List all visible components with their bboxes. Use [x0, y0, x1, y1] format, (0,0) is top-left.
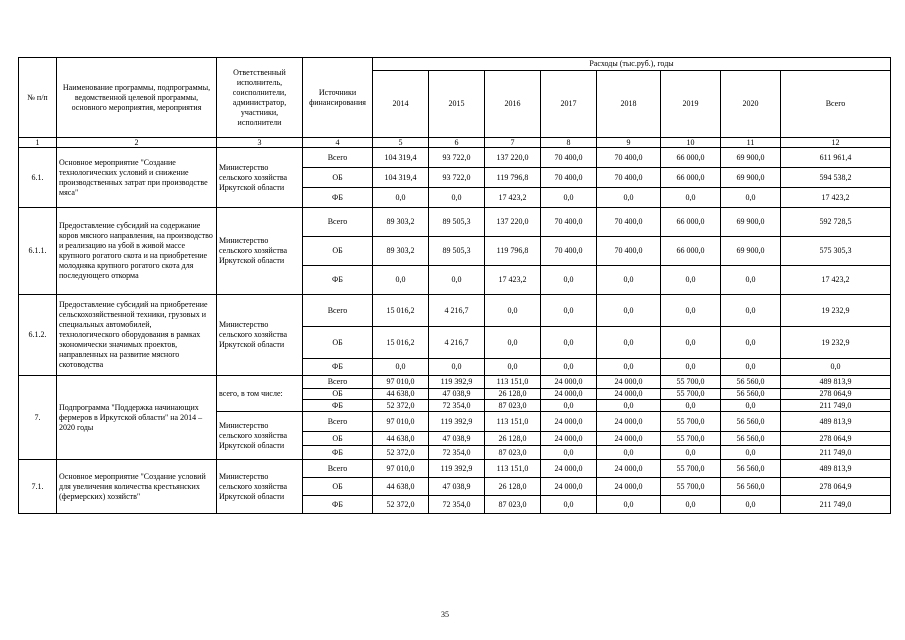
header-year: 2017	[541, 71, 597, 138]
amount-cell: 0,0	[721, 295, 781, 327]
amount-cell: 24 000,0	[541, 389, 597, 400]
amount-cell: 0,0	[373, 266, 429, 295]
amount-cell: 56 560,0	[721, 376, 781, 389]
page-number: 35	[441, 610, 449, 619]
total-cell: 17 423,2	[781, 266, 891, 295]
amount-cell: 0,0	[429, 359, 485, 376]
amount-cell: 24 000,0	[597, 478, 661, 496]
amount-cell: 0,0	[661, 446, 721, 460]
amount-cell: 17 423,2	[485, 188, 541, 208]
amount-cell: 89 303,2	[373, 237, 429, 266]
amount-cell: 24 000,0	[541, 412, 597, 432]
amount-cell: 24 000,0	[541, 432, 597, 446]
amount-cell: 0,0	[541, 295, 597, 327]
funding-source: Всего	[303, 460, 373, 478]
header-expenses: Расходы (тыс.руб.), годы	[373, 58, 891, 71]
amount-cell: 113 151,0	[485, 376, 541, 389]
amount-cell: 0,0	[721, 327, 781, 359]
header-year: 2016	[485, 71, 541, 138]
column-index: 2	[57, 138, 217, 148]
amount-cell: 93 722,0	[429, 148, 485, 168]
measure-name: Подпрограмма "Поддержка начинающих фермеров в Иркутской области" на 2014 – 2020 годы	[57, 376, 217, 460]
amount-cell: 52 372,0	[373, 400, 429, 412]
total-cell: 489 813,9	[781, 412, 891, 432]
funding-source: ОБ	[303, 389, 373, 400]
amount-cell: 24 000,0	[541, 376, 597, 389]
amount-cell: 24 000,0	[541, 478, 597, 496]
amount-cell: 15 016,2	[373, 327, 429, 359]
amount-cell: 0,0	[661, 188, 721, 208]
amount-cell: 44 638,0	[373, 432, 429, 446]
header-year: 2015	[429, 71, 485, 138]
amount-cell: 0,0	[721, 266, 781, 295]
row-number: 6.1.1.	[19, 208, 57, 295]
column-index: 10	[661, 138, 721, 148]
header-total: Всего	[781, 71, 891, 138]
amount-cell: 0,0	[541, 188, 597, 208]
amount-cell: 0,0	[541, 496, 597, 514]
executor: Министерство сельского хозяйства Иркутской области	[217, 412, 303, 460]
funding-source: ОБ	[303, 432, 373, 446]
amount-cell: 52 372,0	[373, 446, 429, 460]
amount-cell: 70 400,0	[597, 208, 661, 237]
financing-table	[18, 57, 891, 514]
amount-cell: 55 700,0	[661, 389, 721, 400]
funding-source: Всего	[303, 376, 373, 389]
amount-cell: 70 400,0	[541, 148, 597, 168]
table-row	[19, 460, 891, 478]
amount-cell: 69 900,0	[721, 148, 781, 168]
funding-source: Всего	[303, 295, 373, 327]
column-index: 9	[597, 138, 661, 148]
table-row	[19, 295, 891, 327]
total-cell: 19 232,9	[781, 327, 891, 359]
amount-cell: 72 354,0	[429, 400, 485, 412]
executor: Министерство сельского хозяйства Иркутской области	[217, 148, 303, 208]
amount-cell: 0,0	[661, 359, 721, 376]
amount-cell: 89 505,3	[429, 208, 485, 237]
amount-cell: 0,0	[721, 446, 781, 460]
amount-cell: 0,0	[597, 359, 661, 376]
amount-cell: 0,0	[485, 327, 541, 359]
column-index: 7	[485, 138, 541, 148]
amount-cell: 87 023,0	[485, 400, 541, 412]
amount-cell: 24 000,0	[597, 389, 661, 400]
total-cell: 592 728,5	[781, 208, 891, 237]
amount-cell: 0,0	[661, 327, 721, 359]
total-cell: 489 813,9	[781, 460, 891, 478]
amount-cell: 66 000,0	[661, 168, 721, 188]
amount-cell: 66 000,0	[661, 208, 721, 237]
amount-cell: 0,0	[541, 327, 597, 359]
executor: Министерство сельского хозяйства Иркутской области	[217, 295, 303, 376]
amount-cell: 26 128,0	[485, 389, 541, 400]
amount-cell: 26 128,0	[485, 432, 541, 446]
amount-cell: 69 900,0	[721, 208, 781, 237]
amount-cell: 113 151,0	[485, 460, 541, 478]
amount-cell: 119 796,8	[485, 237, 541, 266]
header-executor: Ответственный исполнитель, соисполнители, администратор, участники, исполнители	[217, 58, 303, 138]
amount-cell: 87 023,0	[485, 496, 541, 514]
amount-cell: 0,0	[541, 446, 597, 460]
amount-cell: 0,0	[721, 400, 781, 412]
header-year: 2019	[661, 71, 721, 138]
measure-name: Предоставление субсидий на приобретение сельскохозяйственной техники, грузовых и специальных автомобилей, технологического оборудования в рамках экономически значимых проектов, направленных на развитие мясного скотоводства	[57, 295, 217, 376]
amount-cell: 0,0	[721, 188, 781, 208]
table-row	[19, 148, 891, 168]
amount-cell: 0,0	[661, 295, 721, 327]
amount-cell: 55 700,0	[661, 412, 721, 432]
amount-cell: 56 560,0	[721, 478, 781, 496]
total-cell: 594 538,2	[781, 168, 891, 188]
amount-cell: 24 000,0	[597, 376, 661, 389]
amount-cell: 4 216,7	[429, 327, 485, 359]
funding-source: ФБ	[303, 446, 373, 460]
funding-source: ОБ	[303, 327, 373, 359]
funding-source: Всего	[303, 412, 373, 432]
executor: всего, в том числе:	[217, 376, 303, 412]
amount-cell: 0,0	[597, 496, 661, 514]
measure-name: Предоставление субсидий на содержание коров мясного направления, на производство и реализацию на убой в живой массе крупного рогатого скота и на приобретение молодняка крупного рогатого скота для последующего откорма	[57, 208, 217, 295]
amount-cell: 0,0	[541, 359, 597, 376]
measure-name: Основное мероприятие "Создание условий для увеличения количества крестьянских (фермерских) хозяйств"	[57, 460, 217, 514]
amount-cell: 93 722,0	[429, 168, 485, 188]
amount-cell: 97 010,0	[373, 460, 429, 478]
amount-cell: 0,0	[541, 400, 597, 412]
total-cell: 575 305,3	[781, 237, 891, 266]
column-index: 6	[429, 138, 485, 148]
amount-cell: 55 700,0	[661, 432, 721, 446]
amount-cell: 0,0	[597, 327, 661, 359]
header-name: Наименование программы, подпрограммы, ведомственной целевой программы, основного мероприятия, мероприятия	[57, 58, 217, 138]
amount-cell: 24 000,0	[597, 432, 661, 446]
amount-cell: 119 392,9	[429, 376, 485, 389]
amount-cell: 56 560,0	[721, 412, 781, 432]
header-year: 2020	[721, 71, 781, 138]
row-number: 6.1.2.	[19, 295, 57, 376]
measure-name: Основное мероприятие "Создание технологических условий и снижение производственных затрат при производстве мяса"	[57, 148, 217, 208]
header-num: № п/п	[19, 58, 57, 138]
header-source: Источники финансирования	[303, 58, 373, 138]
amount-cell: 24 000,0	[597, 412, 661, 432]
funding-source: ОБ	[303, 478, 373, 496]
amount-cell: 47 038,9	[429, 432, 485, 446]
table-row	[19, 376, 891, 389]
amount-cell: 104 319,4	[373, 148, 429, 168]
amount-cell: 104 319,4	[373, 168, 429, 188]
amount-cell: 24 000,0	[597, 460, 661, 478]
amount-cell: 56 560,0	[721, 460, 781, 478]
amount-cell: 44 638,0	[373, 389, 429, 400]
column-index: 11	[721, 138, 781, 148]
amount-cell: 119 796,8	[485, 168, 541, 188]
amount-cell: 66 000,0	[661, 148, 721, 168]
amount-cell: 72 354,0	[429, 446, 485, 460]
amount-cell: 4 216,7	[429, 295, 485, 327]
amount-cell: 0,0	[597, 400, 661, 412]
total-cell: 211 749,0	[781, 400, 891, 412]
amount-cell: 0,0	[429, 188, 485, 208]
amount-cell: 119 392,9	[429, 460, 485, 478]
amount-cell: 26 128,0	[485, 478, 541, 496]
total-cell: 611 961,4	[781, 148, 891, 168]
funding-source: Всего	[303, 148, 373, 168]
executor: Министерство сельского хозяйства Иркутской области	[217, 208, 303, 295]
column-index: 5	[373, 138, 429, 148]
total-cell: 278 064,9	[781, 389, 891, 400]
row-number: 6.1.	[19, 148, 57, 208]
amount-cell: 70 400,0	[597, 168, 661, 188]
funding-source: ФБ	[303, 359, 373, 376]
amount-cell: 89 505,3	[429, 237, 485, 266]
amount-cell: 15 016,2	[373, 295, 429, 327]
amount-cell: 0,0	[721, 496, 781, 514]
amount-cell: 0,0	[485, 359, 541, 376]
amount-cell: 87 023,0	[485, 446, 541, 460]
amount-cell: 0,0	[429, 266, 485, 295]
amount-cell: 70 400,0	[541, 208, 597, 237]
funding-source: ФБ	[303, 188, 373, 208]
amount-cell: 137 220,0	[485, 208, 541, 237]
header-year: 2014	[373, 71, 429, 138]
amount-cell: 70 400,0	[541, 168, 597, 188]
table-row	[19, 208, 891, 237]
amount-cell: 137 220,0	[485, 148, 541, 168]
amount-cell: 0,0	[485, 295, 541, 327]
header-year: 2018	[597, 71, 661, 138]
amount-cell: 17 423,2	[485, 266, 541, 295]
total-cell: 211 749,0	[781, 446, 891, 460]
column-index: 12	[781, 138, 891, 148]
column-index-row	[19, 138, 891, 148]
total-cell: 278 064,9	[781, 432, 891, 446]
amount-cell: 70 400,0	[597, 148, 661, 168]
amount-cell: 0,0	[661, 266, 721, 295]
amount-cell: 55 700,0	[661, 376, 721, 389]
amount-cell: 119 392,9	[429, 412, 485, 432]
amount-cell: 0,0	[541, 266, 597, 295]
amount-cell: 0,0	[597, 188, 661, 208]
total-cell: 0,0	[781, 359, 891, 376]
amount-cell: 97 010,0	[373, 376, 429, 389]
amount-cell: 56 560,0	[721, 432, 781, 446]
amount-cell: 113 151,0	[485, 412, 541, 432]
row-number: 7.1.	[19, 460, 57, 514]
amount-cell: 0,0	[661, 400, 721, 412]
funding-source: ФБ	[303, 496, 373, 514]
amount-cell: 72 354,0	[429, 496, 485, 514]
funding-source: ФБ	[303, 400, 373, 412]
amount-cell: 70 400,0	[597, 237, 661, 266]
amount-cell: 69 900,0	[721, 237, 781, 266]
funding-source: ОБ	[303, 168, 373, 188]
funding-source: Всего	[303, 208, 373, 237]
amount-cell: 0,0	[597, 266, 661, 295]
executor: Министерство сельского хозяйства Иркутской области	[217, 460, 303, 514]
amount-cell: 69 900,0	[721, 168, 781, 188]
amount-cell: 66 000,0	[661, 237, 721, 266]
amount-cell: 0,0	[373, 188, 429, 208]
amount-cell: 0,0	[661, 496, 721, 514]
amount-cell: 52 372,0	[373, 496, 429, 514]
column-index: 3	[217, 138, 303, 148]
amount-cell: 0,0	[373, 359, 429, 376]
amount-cell: 47 038,9	[429, 389, 485, 400]
amount-cell: 56 560,0	[721, 389, 781, 400]
total-cell: 19 232,9	[781, 295, 891, 327]
funding-source: ФБ	[303, 266, 373, 295]
amount-cell: 89 303,2	[373, 208, 429, 237]
row-number: 7.	[19, 376, 57, 460]
amount-cell: 0,0	[597, 295, 661, 327]
amount-cell: 47 038,9	[429, 478, 485, 496]
total-cell: 17 423,2	[781, 188, 891, 208]
funding-source: ОБ	[303, 237, 373, 266]
amount-cell: 55 700,0	[661, 478, 721, 496]
total-cell: 278 064,9	[781, 478, 891, 496]
amount-cell: 70 400,0	[541, 237, 597, 266]
amount-cell: 55 700,0	[661, 460, 721, 478]
column-index: 1	[19, 138, 57, 148]
amount-cell: 0,0	[597, 446, 661, 460]
column-index: 4	[303, 138, 373, 148]
total-cell: 211 749,0	[781, 496, 891, 514]
total-cell: 489 813,9	[781, 376, 891, 389]
amount-cell: 97 010,0	[373, 412, 429, 432]
amount-cell: 44 638,0	[373, 478, 429, 496]
amount-cell: 0,0	[721, 359, 781, 376]
amount-cell: 24 000,0	[541, 460, 597, 478]
column-index: 8	[541, 138, 597, 148]
